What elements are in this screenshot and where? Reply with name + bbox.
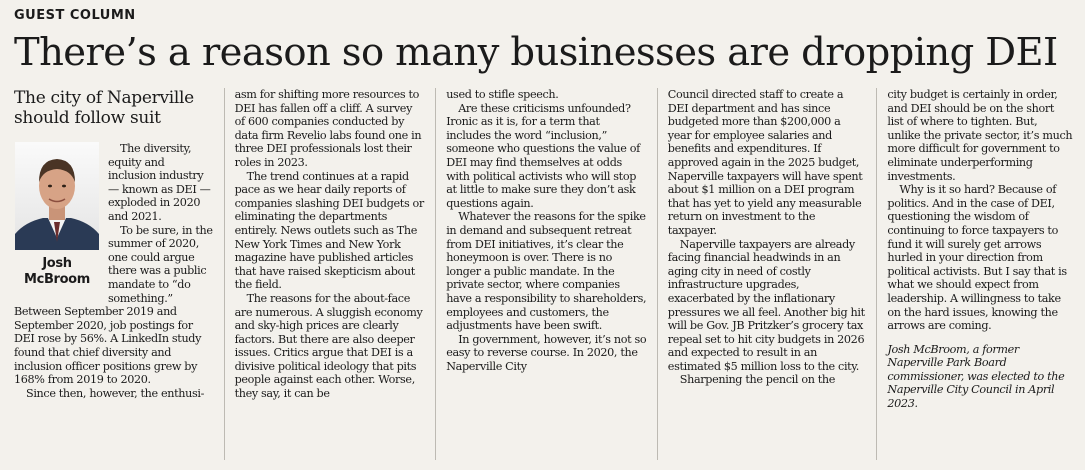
paragraph: The diversity, equity and inclusion industry — known as DEI — exploded in 2020 and 2021. — [108, 142, 211, 223]
paragraph: Are these criticisms unfounded? Ironic as it is, for a term that includes the word “inclusion,” someone who questions the value of DEI may find themselves at odds with political activists who will stop at little to make sure they don’t ask questions again. — [446, 101, 640, 210]
deck: The city of Naperville should follow suit — [14, 88, 194, 128]
paragraph: used to stifle speech. — [446, 88, 559, 101]
author-portrait-photo — [15, 142, 99, 250]
paragraph: In government, however, it’s not so easy to reverse course. In 2020, the Naperville City — [446, 332, 647, 373]
paragraph: Naperville taxpayers are already facing financial headwinds in an aging city in need of costly infrastructure upgrades, exacerbated by the inflationary pressures we all feel. Another big hit will be Gov. JB Pritzker’s grocery tax repeal set to hit city budgets in 2026 and expected to result in an estimated $5 million loss to the city. — [667, 237, 865, 373]
author-tagline: Josh McBroom, a former Naperville Park Board commissioner, was elected to the Naperville City Council in April 2023. — [887, 342, 1065, 411]
paragraph: Sharpening the pencil on the — [679, 373, 836, 387]
paragraph: asm for shifting more resources to DEI has fallen off a cliff. A survey of 600 companies conducted by data firm Revelio labs found one in three DEI professionals lost their roles in 2023. — [234, 88, 422, 169]
author-first-name: Josh — [42, 256, 72, 271]
author-byline — [14, 256, 100, 288]
paragraph: Why is it so hard? Because of politics. And in the case of DEI, questioning the wisdom of continuing to force taxpayers to fund it will surely get arrows hurled in your direction from political activists. But I say that is what we should expect from leadership. A willingness to take on the hard issues, knowing the arrows are coming. — [887, 183, 1067, 333]
column-1 — [12, 88, 224, 460]
author-last-name: McBroom — [24, 272, 90, 287]
column-3 — [435, 88, 657, 460]
column-5 — [876, 88, 1073, 460]
article-body — [12, 88, 1073, 460]
paragraph: Whatever the reasons for the spike in demand and subsequent retreat from DEI initiatives, it’s clear the honeymoon is over. There is no longer a public mandate. In the private sector, where companies have a responsibility to shareholders, employees and customers, the adjustments have been swift. — [446, 210, 647, 333]
column-4 — [657, 88, 877, 460]
section-label: GUEST COLUMN — [14, 8, 136, 23]
paragraph: Council directed staff to create a DEI department and has since budgeted more than $200,000 a year for employee salaries and benefits and expenditures. If approved again in the 2025 budget, Naperville taxpayers will have spent about $1 million on a DEI program that has yet to yield any measurable return on investment to the taxpayer. — [667, 88, 863, 237]
paragraph: To be sure, in the summer of 2020, one could argue there was a public mandate to “do something.” Between September 2019 and September 2020, job postings for DEI rose by 56%. A LinkedIn study found that chief diversity and inclusion officer positions grew by 168% from 2019 to 2020. — [14, 223, 213, 387]
author-box — [14, 142, 100, 288]
paragraph: The trend continues at a rapid pace as we hear daily reports of companies slashing DEI budgets or eliminating the departments entirely. News outlets such as The New York Times and New York magazine have published articles that have raised skepticism about the field. — [234, 169, 424, 292]
column-2 — [224, 88, 436, 460]
paragraph: Since then, however, the enthusi- — [26, 386, 204, 400]
headline: There’s a reason so many businesses are dropping DEI — [14, 30, 1058, 75]
paragraph: city budget is certainly in order, and DEI should be on the short list of where to tighten. But, unlike the private sector, it’s much more difficult for government to eliminate underperforming investments. — [887, 88, 1073, 183]
paragraph: The reasons for the about-face are numerous. A sluggish economy and sky-high prices are clearly factors. But there are also deeper issues. Critics argue that DEI is a divisive political ideology that pits people against each other. Worse, they say, it can be — [234, 291, 423, 401]
